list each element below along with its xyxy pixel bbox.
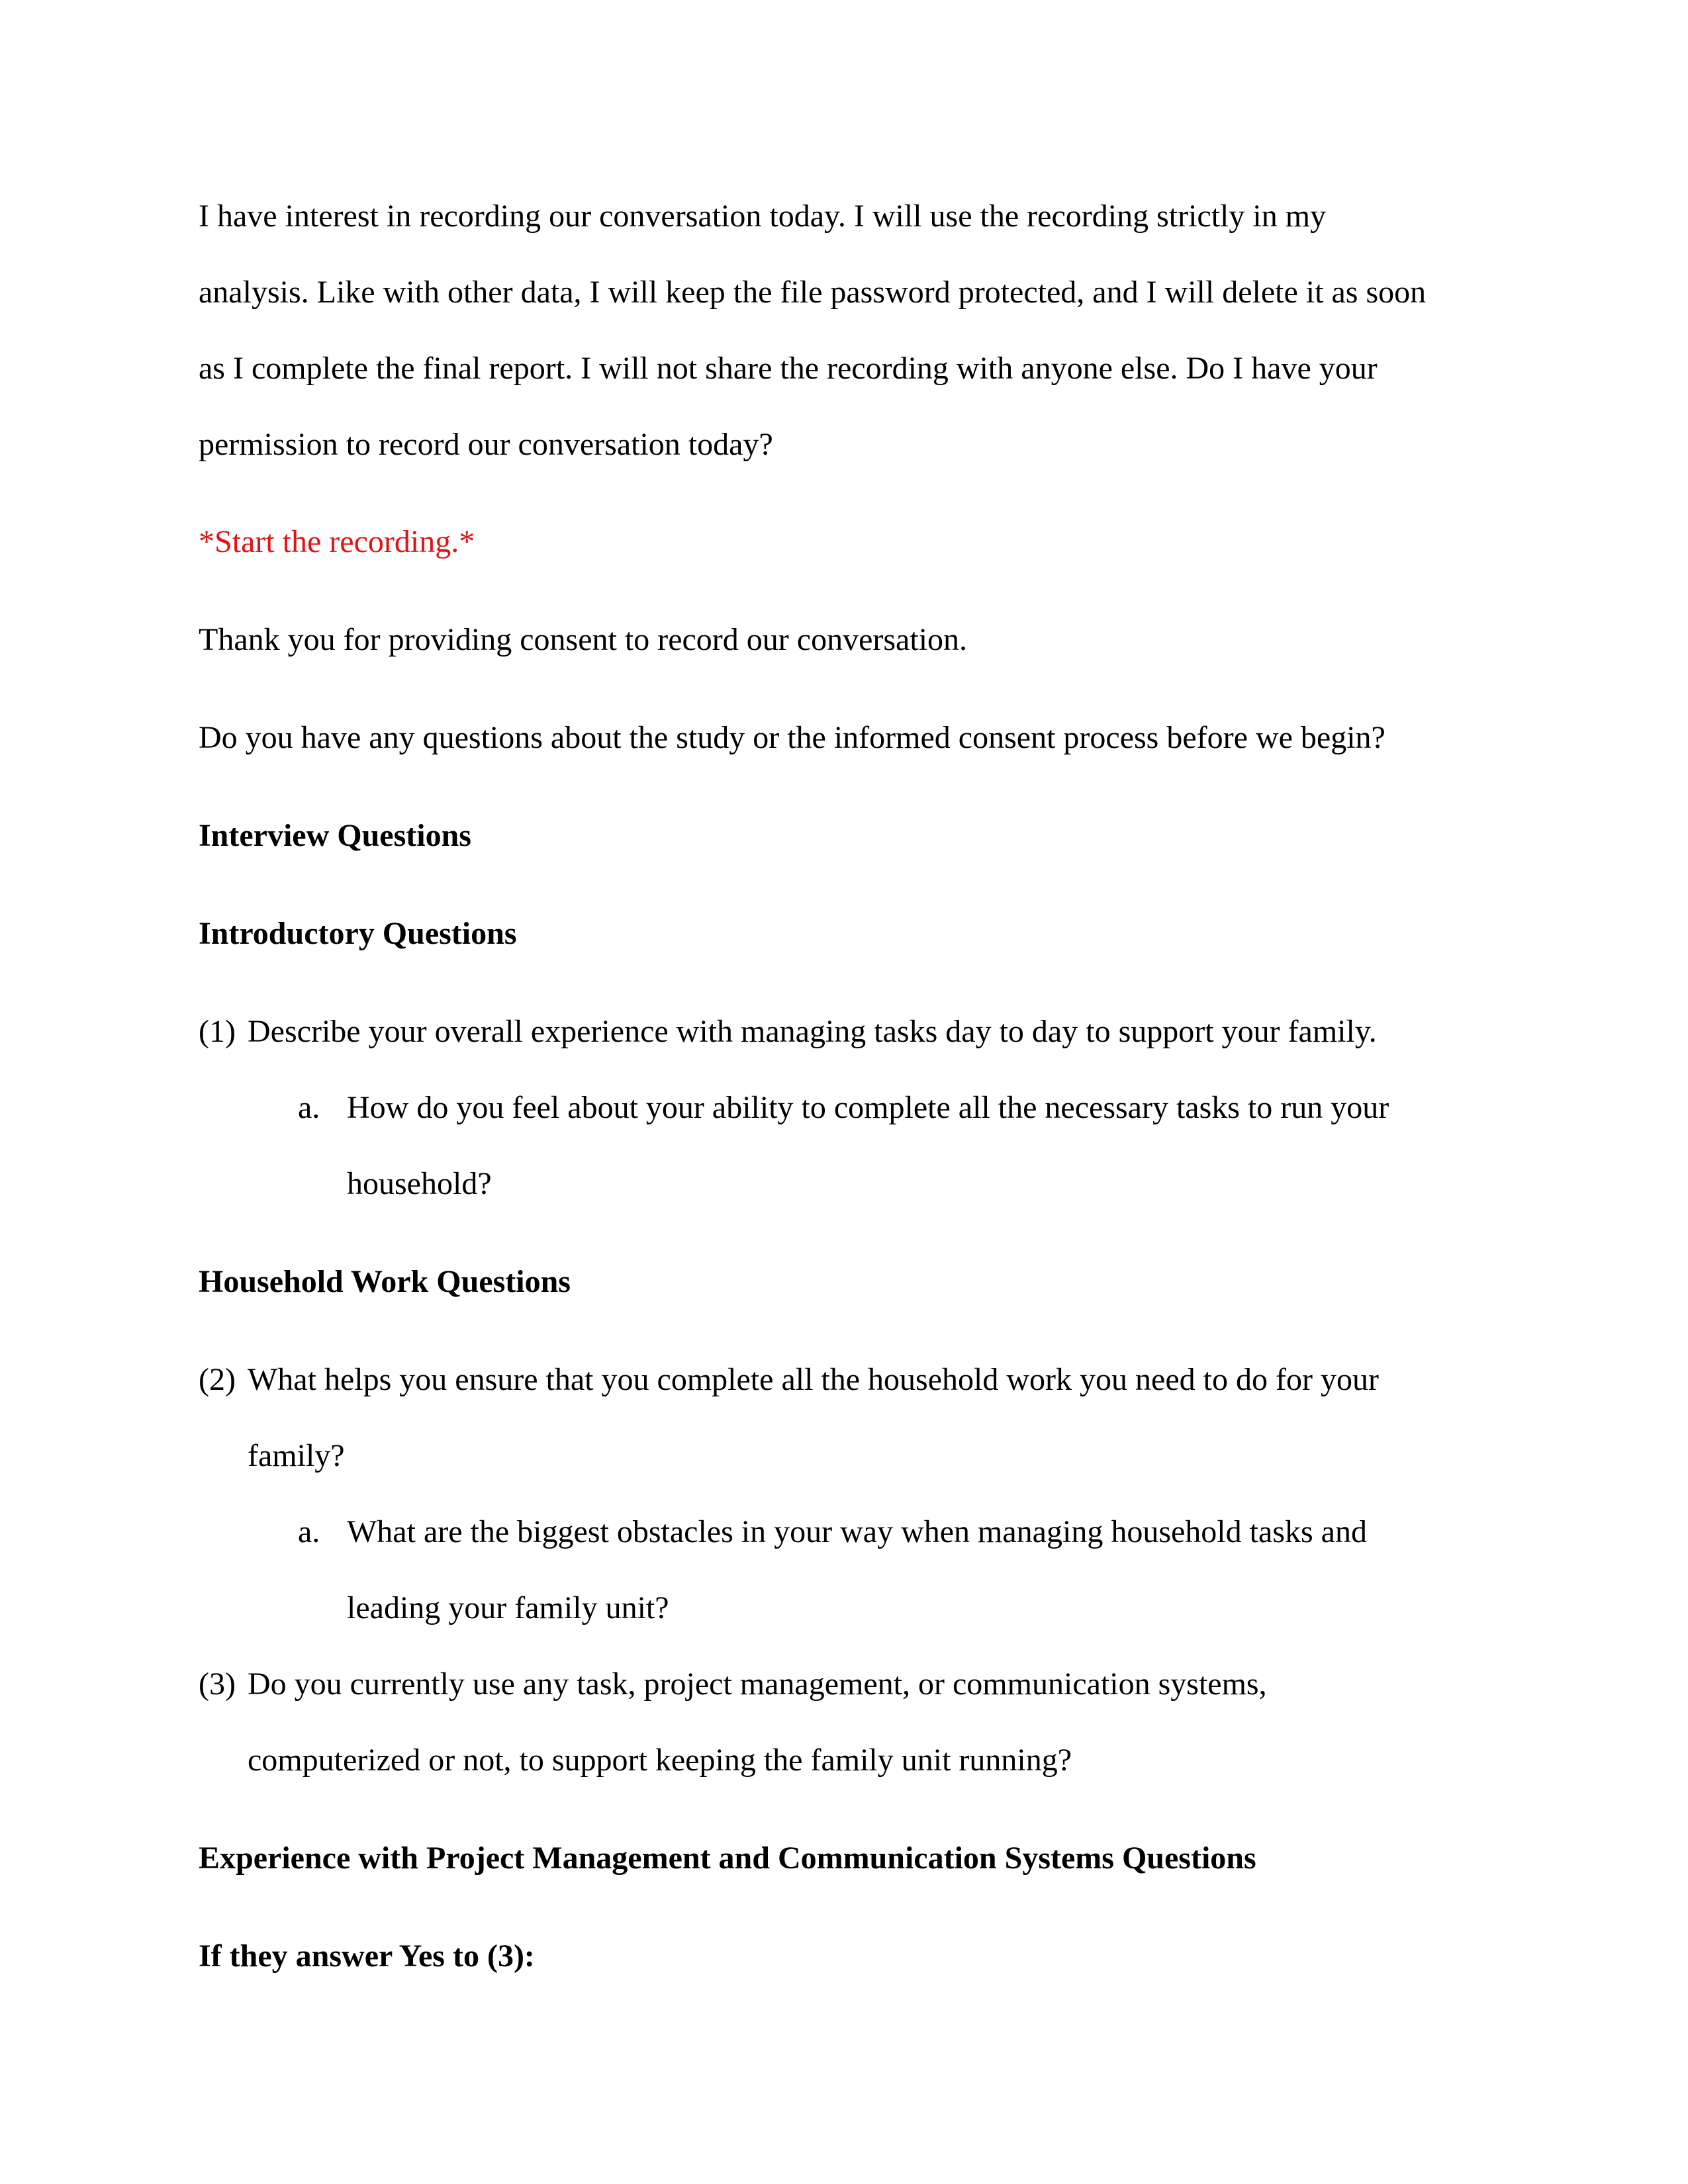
intro-line-1: I have interest in recording our conversation today. I will use the recording strictly in my — [199, 199, 1327, 234]
intro-line-3: as I complete the final report. I will not share the recording with anyone else. Do I have your — [199, 351, 1378, 386]
intro-line-2: analysis. Like with other data, I will keep the file password protected, and I will delete it as soon — [199, 275, 1427, 310]
q3-number: (3) — [199, 1666, 236, 1702]
q1a-line-2: household? — [347, 1166, 492, 1201]
thanks-text: Thank you for providing consent to record our conversation. — [199, 622, 968, 657]
heading-household-work-questions: Household Work Questions — [199, 1264, 571, 1299]
q1-number: (1) — [199, 1014, 236, 1049]
q2-line-2: family? — [248, 1438, 345, 1473]
q2-line-1: What helps you ensure that you complete all the household work you need to do for your — [248, 1362, 1379, 1397]
q2-number: (2) — [199, 1362, 236, 1397]
heading-experience-questions: Experience with Project Management and Communication Systems Questions — [199, 1841, 1256, 1876]
start-recording-note: *Start the recording.* — [199, 524, 475, 559]
intro-line-4: permission to record our conversation today? — [199, 427, 773, 462]
q1-line-1: Describe your overall experience with managing tasks day to day to support your family. — [248, 1014, 1377, 1049]
heading-interview-questions: Interview Questions — [199, 818, 471, 853]
q3-line-1: Do you currently use any task, project management, or communication systems, — [248, 1666, 1267, 1702]
q2a-line-1: What are the biggest obstacles in your way when managing household tasks and — [347, 1514, 1367, 1549]
q3-line-2: computerized or not, to support keeping the family unit running? — [248, 1743, 1072, 1778]
q2a-letter: a. — [298, 1514, 320, 1549]
q1a-letter: a. — [298, 1090, 320, 1125]
questions-before-text: Do you have any questions about the study or the informed consent process before we begin? — [199, 720, 1385, 755]
q1a-line-1: How do you feel about your ability to complete all the necessary tasks to run your — [347, 1090, 1389, 1125]
q2a-line-2: leading your family unit? — [347, 1590, 669, 1625]
heading-introductory-questions: Introductory Questions — [199, 916, 517, 951]
heading-if-yes-to-3: If they answer Yes to (3): — [199, 1938, 535, 1974]
